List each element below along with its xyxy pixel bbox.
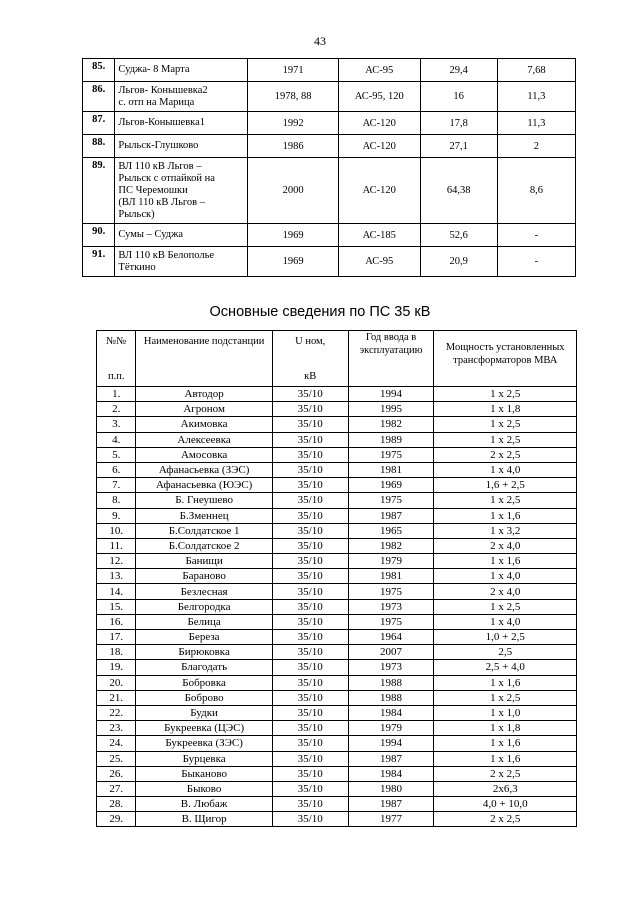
row-number: 10.: [97, 523, 136, 538]
row-number: 7.: [97, 478, 136, 493]
line-name-part: ПС Черемошки: [118, 184, 188, 196]
row-number: 5.: [97, 447, 136, 462]
row-number: 20.: [97, 675, 136, 690]
table-row: [97, 417, 577, 432]
substation-name: Безлесная: [136, 584, 272, 599]
line-name-part: ВЛ 110 кВ Белополье: [118, 249, 215, 261]
substation-name: Быканово: [136, 766, 272, 781]
table-row: [83, 82, 576, 112]
substation-name: В. Любаж: [136, 797, 272, 812]
table-row: [97, 493, 577, 508]
line-length: 16: [420, 82, 497, 112]
line-value: 11,3: [497, 112, 575, 135]
power-lines-table: [82, 58, 576, 277]
commission-year: 1984: [348, 705, 434, 720]
table-row: [97, 462, 577, 477]
substation-name: Букреевка (ЗЭС): [136, 736, 272, 751]
nominal-voltage: 35/10: [272, 660, 348, 675]
transformer-power: 2 x 4,0: [434, 538, 577, 553]
substation-name: Автодор: [136, 387, 272, 402]
commission-year: 1980: [348, 781, 434, 796]
table-row: [97, 660, 577, 675]
nominal-voltage: 35/10: [272, 630, 348, 645]
line-name: [115, 224, 248, 247]
transformer-power: 2 x 2,5: [434, 766, 577, 781]
nominal-voltage: 35/10: [272, 781, 348, 796]
commission-year: 1975: [348, 614, 434, 629]
substation-name: Букреевка (ЦЭС): [136, 721, 272, 736]
transformer-power: 1 x 2,5: [434, 599, 577, 614]
nominal-voltage: 35/10: [272, 402, 348, 417]
table-row: [97, 736, 577, 751]
wire-type: АС-95: [339, 59, 421, 82]
transformer-power: 1 x 1,8: [434, 402, 577, 417]
nominal-voltage: 35/10: [272, 462, 348, 477]
table-row: [97, 402, 577, 417]
row-number: 23.: [97, 721, 136, 736]
nominal-voltage: 35/10: [272, 705, 348, 720]
line-value: -: [497, 247, 575, 277]
line-name: [115, 135, 248, 158]
transformer-power: 1 x 4,0: [434, 569, 577, 584]
commission-year: 1982: [348, 538, 434, 553]
transformer-power: 1,0 + 2,5: [434, 630, 577, 645]
substation-name: Белгородка: [136, 599, 272, 614]
table-row: [83, 112, 576, 135]
table-row: [97, 554, 577, 569]
line-name-part: Тёткино: [118, 261, 156, 273]
header-number: №№ п.п.: [97, 331, 136, 387]
line-name-part: Льгов-Конышевка1: [118, 117, 206, 128]
wire-type: АС-95: [339, 247, 421, 277]
nominal-voltage: 35/10: [272, 478, 348, 493]
commission-year: 1987: [348, 508, 434, 523]
table-row: [97, 432, 577, 447]
nominal-voltage: 35/10: [272, 417, 348, 432]
transformer-power: 1 x 2,5: [434, 493, 577, 508]
table-row: [97, 705, 577, 720]
nominal-voltage: 35/10: [272, 584, 348, 599]
wire-type: АС-120: [339, 158, 421, 224]
transformer-power: 1 x 2,5: [434, 417, 577, 432]
commission-year: 1964: [348, 630, 434, 645]
row-number: 28.: [97, 797, 136, 812]
substation-name: Боброво: [136, 690, 272, 705]
line-length: 27,1: [420, 135, 497, 158]
row-number: 29.: [97, 812, 136, 827]
substation-name: Быково: [136, 781, 272, 796]
line-name: [115, 247, 248, 277]
line-name: [115, 82, 248, 112]
commission-year: 1982: [348, 417, 434, 432]
nominal-voltage: 35/10: [272, 538, 348, 553]
substation-name: Афанасьевка (ЮЭС): [136, 478, 272, 493]
table-row: [83, 158, 576, 224]
table-row: [97, 508, 577, 523]
substation-name: Амосовка: [136, 447, 272, 462]
substation-name: Б.Солдатское 1: [136, 523, 272, 538]
transformer-power: 1 x 3,2: [434, 523, 577, 538]
commission-year: 1969: [248, 224, 339, 247]
transformer-power: 4,0 + 10,0: [434, 797, 577, 812]
row-number: 26.: [97, 766, 136, 781]
commission-year: 1994: [348, 736, 434, 751]
line-length: 64,38: [420, 158, 497, 224]
nominal-voltage: 35/10: [272, 766, 348, 781]
nominal-voltage: 35/10: [272, 645, 348, 660]
line-length: 20,9: [420, 247, 497, 277]
commission-year: 1989: [348, 432, 434, 447]
nominal-voltage: 35/10: [272, 751, 348, 766]
line-name: [115, 158, 248, 224]
substation-name: Афанасьевка (ЗЭС): [136, 462, 272, 477]
table-row: [97, 690, 577, 705]
line-value: 7,68: [497, 59, 575, 82]
row-number: 4.: [97, 432, 136, 447]
commission-year: 1981: [348, 569, 434, 584]
line-name-part: ВЛ 110 кВ Льгов –: [118, 160, 202, 172]
table-row: [97, 645, 577, 660]
table-row: [97, 630, 577, 645]
substation-name: Бараново: [136, 569, 272, 584]
line-name-part: Рыльск-Глушково: [118, 140, 199, 151]
transformer-power: 1,6 + 2,5: [434, 478, 577, 493]
substation-name: Алексеевка: [136, 432, 272, 447]
substations-35kv-table: [96, 330, 577, 827]
line-length: 17,8: [420, 112, 497, 135]
table-row: [97, 387, 577, 402]
table-row: [97, 478, 577, 493]
substation-name: Акимовка: [136, 417, 272, 432]
table-row: [83, 135, 576, 158]
row-number: 17.: [97, 630, 136, 645]
substation-name: Б.Зменнец: [136, 508, 272, 523]
commission-year: 2000: [248, 158, 339, 224]
line-value: 2: [497, 135, 575, 158]
row-number: 19.: [97, 660, 136, 675]
row-number: 88.: [83, 135, 115, 158]
nominal-voltage: 35/10: [272, 721, 348, 736]
table-row: [83, 224, 576, 247]
header-year: Год ввода в эксплуатацию: [348, 331, 434, 387]
substation-name: Будки: [136, 705, 272, 720]
table-row: [97, 721, 577, 736]
commission-year: 1977: [348, 812, 434, 827]
line-length: 52,6: [420, 224, 497, 247]
commission-year: 1987: [348, 797, 434, 812]
row-number: 89.: [83, 158, 115, 224]
nominal-voltage: 35/10: [272, 432, 348, 447]
row-number: 21.: [97, 690, 136, 705]
transformer-power: 2 x 4,0: [434, 584, 577, 599]
row-number: 9.: [97, 508, 136, 523]
line-name-part: Суджа- 8 Марта: [118, 64, 190, 75]
transformer-power: 1 x 1,8: [434, 721, 577, 736]
commission-year: 1987: [348, 751, 434, 766]
nominal-voltage: 35/10: [272, 554, 348, 569]
table-row: [83, 247, 576, 277]
commission-year: 1965: [348, 523, 434, 538]
table-header-row: [97, 331, 577, 387]
header-name: Наименование подстанции: [136, 331, 272, 387]
wire-type: АС-95, 120: [339, 82, 421, 112]
line-name-part: Рыльск с отпайкой на: [118, 172, 215, 184]
transformer-power: 1 x 1,6: [434, 508, 577, 523]
commission-year: 1978, 88: [248, 82, 339, 112]
line-name-part: Рыльск): [118, 208, 155, 220]
table-row: [83, 59, 576, 82]
page-number: 43: [314, 34, 326, 48]
substation-name: В. Щигор: [136, 812, 272, 827]
transformer-power: 2,5 + 4,0: [434, 660, 577, 675]
nominal-voltage: 35/10: [272, 599, 348, 614]
commission-year: 1969: [248, 247, 339, 277]
transformer-power: 1 x 1,6: [434, 675, 577, 690]
commission-year: 1973: [348, 660, 434, 675]
transformer-power: 1 x 1,6: [434, 554, 577, 569]
transformer-power: 1 x 2,5: [434, 690, 577, 705]
commission-year: 2007: [348, 645, 434, 660]
nominal-voltage: 35/10: [272, 675, 348, 690]
nominal-voltage: 35/10: [272, 447, 348, 462]
line-name-part: с. отп на Марица: [118, 96, 195, 108]
row-number: 90.: [83, 224, 115, 247]
table-row: [97, 797, 577, 812]
table-row: [97, 447, 577, 462]
table-row: [97, 751, 577, 766]
substation-name: Бирюковка: [136, 645, 272, 660]
nominal-voltage: 35/10: [272, 812, 348, 827]
row-number: 16.: [97, 614, 136, 629]
commission-year: 1975: [348, 584, 434, 599]
substation-name: Белица: [136, 614, 272, 629]
nominal-voltage: 35/10: [272, 523, 348, 538]
commission-year: 1981: [348, 462, 434, 477]
line-value: 8,6: [497, 158, 575, 224]
line-name-part: Сумы – Суджа: [118, 229, 184, 240]
row-number: 12.: [97, 554, 136, 569]
wire-type: АС-120: [339, 135, 421, 158]
row-number: 87.: [83, 112, 115, 135]
commission-year: 1986: [248, 135, 339, 158]
table-row: [97, 569, 577, 584]
table-row: [97, 766, 577, 781]
transformer-power: 1 x 2,5: [434, 432, 577, 447]
row-number: 18.: [97, 645, 136, 660]
commission-year: 1975: [348, 447, 434, 462]
transformer-power: 2x6,3: [434, 781, 577, 796]
section-title: Основные сведения по ПС 35 кВ: [209, 304, 431, 320]
table-row: [97, 599, 577, 614]
substation-name: Б.Солдатское 2: [136, 538, 272, 553]
row-number: 24.: [97, 736, 136, 751]
line-name: [115, 112, 248, 135]
table-row: [97, 584, 577, 599]
substation-name: Бурцевка: [136, 751, 272, 766]
commission-year: 1973: [348, 599, 434, 614]
commission-year: 1971: [248, 59, 339, 82]
nominal-voltage: 35/10: [272, 690, 348, 705]
commission-year: 1979: [348, 554, 434, 569]
transformer-power: 2 x 2,5: [434, 812, 577, 827]
commission-year: 1975: [348, 493, 434, 508]
row-number: 15.: [97, 599, 136, 614]
transformer-power: 1 x 1,6: [434, 751, 577, 766]
row-number: 27.: [97, 781, 136, 796]
row-number: 86.: [83, 82, 115, 112]
row-number: 8.: [97, 493, 136, 508]
row-number: 6.: [97, 462, 136, 477]
transformer-power: 1 x 1,0: [434, 705, 577, 720]
commission-year: 1984: [348, 766, 434, 781]
row-number: 13.: [97, 569, 136, 584]
line-value: -: [497, 224, 575, 247]
table-row: [97, 523, 577, 538]
row-number: 2.: [97, 402, 136, 417]
transformer-power: 1 x 1,6: [434, 736, 577, 751]
header-voltage: U ном, кВ: [272, 331, 348, 387]
commission-year: 1994: [348, 387, 434, 402]
substation-name: Благодать: [136, 660, 272, 675]
transformer-power: 1 x 2,5: [434, 387, 577, 402]
nominal-voltage: 35/10: [272, 614, 348, 629]
substation-name: Б. Гнеушево: [136, 493, 272, 508]
row-number: 11.: [97, 538, 136, 553]
line-value: 11,3: [497, 82, 575, 112]
nominal-voltage: 35/10: [272, 493, 348, 508]
line-name-part: (ВЛ 110 кВ Льгов –: [118, 196, 206, 208]
row-number: 91.: [83, 247, 115, 277]
nominal-voltage: 35/10: [272, 797, 348, 812]
line-name-part: Льгов- Конышевка2: [118, 84, 208, 96]
substation-name: Агроном: [136, 402, 272, 417]
substation-name: Банищи: [136, 554, 272, 569]
line-name: [115, 59, 248, 82]
nominal-voltage: 35/10: [272, 736, 348, 751]
row-number: 3.: [97, 417, 136, 432]
commission-year: 1969: [348, 478, 434, 493]
row-number: 1.: [97, 387, 136, 402]
table-row: [97, 614, 577, 629]
nominal-voltage: 35/10: [272, 569, 348, 584]
header-power: Мощность установленных трансформаторов МВА: [434, 331, 577, 387]
nominal-voltage: 35/10: [272, 508, 348, 523]
row-number: 25.: [97, 751, 136, 766]
row-number: 14.: [97, 584, 136, 599]
transformer-power: 2,5: [434, 645, 577, 660]
row-number: 85.: [83, 59, 115, 82]
transformer-power: 1 x 4,0: [434, 462, 577, 477]
row-number: 22.: [97, 705, 136, 720]
table-row: [97, 781, 577, 796]
commission-year: 1992: [248, 112, 339, 135]
table-row: [97, 538, 577, 553]
table-row: [97, 812, 577, 827]
transformer-power: 1 x 4,0: [434, 614, 577, 629]
wire-type: АС-185: [339, 224, 421, 247]
substation-name: Береза: [136, 630, 272, 645]
commission-year: 1988: [348, 675, 434, 690]
commission-year: 1988: [348, 690, 434, 705]
commission-year: 1995: [348, 402, 434, 417]
commission-year: 1979: [348, 721, 434, 736]
table-row: [97, 675, 577, 690]
transformer-power: 2 x 2,5: [434, 447, 577, 462]
nominal-voltage: 35/10: [272, 387, 348, 402]
wire-type: АС-120: [339, 112, 421, 135]
line-length: 29,4: [420, 59, 497, 82]
substation-name: Бобровка: [136, 675, 272, 690]
